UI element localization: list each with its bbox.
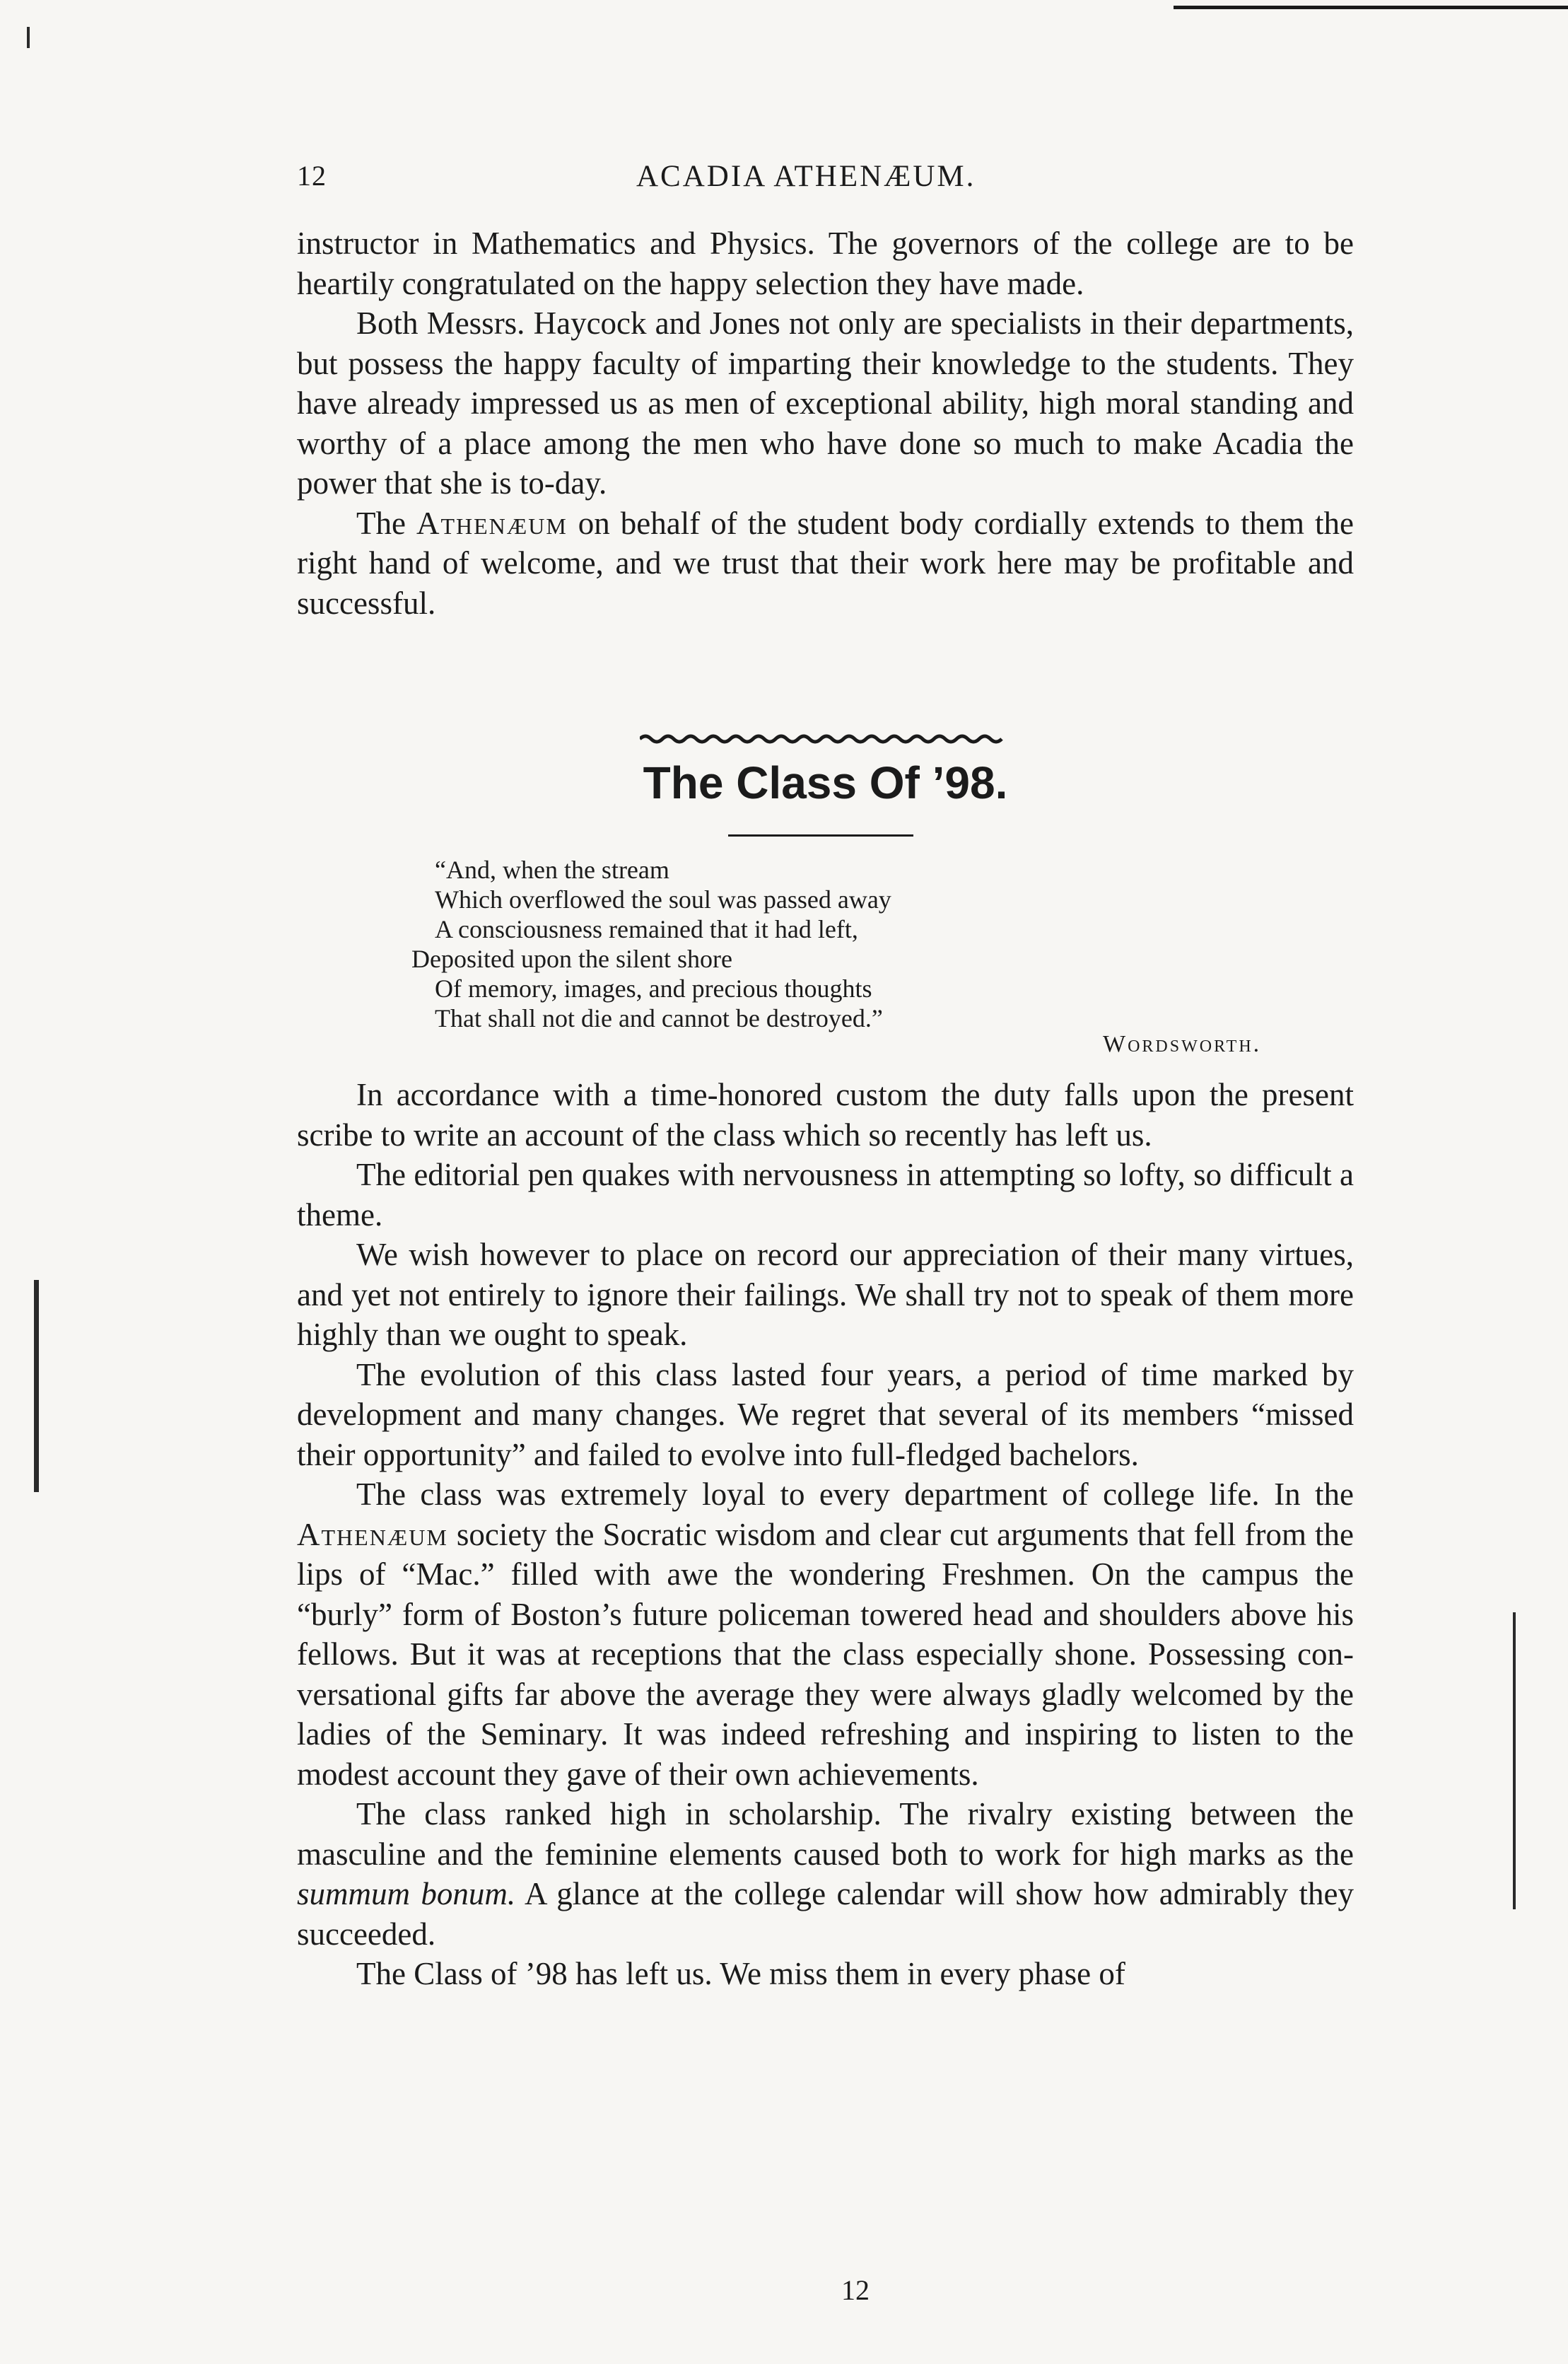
poem-line: A consciousness remained that it had left, — [435, 915, 858, 943]
article-body — [297, 1075, 1354, 1994]
society-name: Athenæum — [297, 1516, 448, 1552]
poem-line: That shall not die and cannot be destroyed.” — [435, 1004, 883, 1032]
paragraph-scholarship — [297, 1794, 1354, 1954]
poem-attribution: Wordsworth. — [1103, 1031, 1262, 1057]
page-number-top: 12 — [297, 160, 327, 192]
page-number-bottom: 12 — [841, 2274, 870, 2306]
text-run: The class was extremely loyal to every department of college life. In the — [356, 1477, 1354, 1512]
section-ornament — [640, 732, 1022, 746]
paragraph: Both Messrs. Haycock and Jones not only are specialists in their departments, but possess the happy faculty of imparting their knowledge to the students. They have already impressed us as men of exceptional ability, high moral standing and worthy of a place among the men who have done so much to make Acadia the power that she is to-day. — [297, 305, 1354, 501]
article-continuation — [297, 223, 1354, 623]
poem-line: Which overflowed the soul was passed away — [435, 885, 891, 914]
paragraph: We wish however to place on record our appreciation of their many virtues, and yet not entirely to ignore their failings. We shall try not to speak of them more highly than we ought to speak. — [297, 1237, 1354, 1352]
latin-phrase: summum bonum. — [297, 1876, 516, 1911]
title-underline — [728, 834, 913, 837]
text-run: The class ranked high in scholarship. The rivalry existing between the masculine and the feminine elements caused both to work for high marks as the — [297, 1796, 1354, 1872]
poem-line: Of memory, images, and precious thoughts — [435, 974, 872, 1003]
paragraph: The editorial pen quakes with nervousness in attempting so lofty, so difficult a theme. — [297, 1157, 1354, 1233]
section-title: The Class Of ’98. — [643, 757, 1008, 808]
poem-line: “And, when the stream — [435, 856, 669, 884]
scan-speck — [27, 27, 30, 48]
paragraph-society — [297, 1474, 1354, 1794]
journal-name: Athenæum — [416, 505, 568, 541]
text-run: on behalf of the student body cordially extends to them the right hand of welcome, and we trust that their work here may be profitable and successful. — [297, 505, 1354, 621]
paragraph-athenaeum-welcome — [297, 503, 1354, 624]
poem-line: Deposited upon the silent shore — [411, 945, 732, 973]
scan-edge-mark — [1513, 1612, 1516, 1909]
running-head — [297, 159, 1350, 209]
paragraph: In accordance with a time-honored custom the duty falls upon the present scribe to write an account of the class which so recently has left us. — [297, 1077, 1354, 1153]
journal-title: ACADIA ATHENÆUM. — [636, 160, 976, 193]
paragraph: instructor in Mathematics and Physics. The governors of the college are to be heartily congratulated on the happy selection they have made. — [297, 226, 1354, 301]
scan-binding-mark — [34, 1280, 39, 1492]
scan-edge-rule — [1174, 6, 1568, 9]
paragraph: The Class of ’98 has left us. We miss them in every phase of — [356, 1956, 1125, 1991]
paragraph: The evolution of this class lasted four years, a period of time marked by development and many changes. We regret that several of its members “missed their opportunity” and failed to evolve into full-fledged bachelors. — [297, 1356, 1354, 1472]
text-run: The — [356, 505, 406, 541]
text-run: society the Socratic wisdom and clear cut arguments that fell from the lips of “Mac.” filled with awe the wondering Freshmen. On the campus the “burly” form of Boston’s future policeman towered head and shoulders above his fellows. But it was at receptions that the class especially shone. Possessing conversational gifts far above the average they were always gladly welcomed by the ladies of the Seminary. It was indeed refreshing and inspiring to listen to the modest account they gave of their own achievements. — [297, 1516, 1354, 1792]
text-run: A glance at the college calendar will show how admirably they succeeded. — [297, 1876, 1354, 1952]
